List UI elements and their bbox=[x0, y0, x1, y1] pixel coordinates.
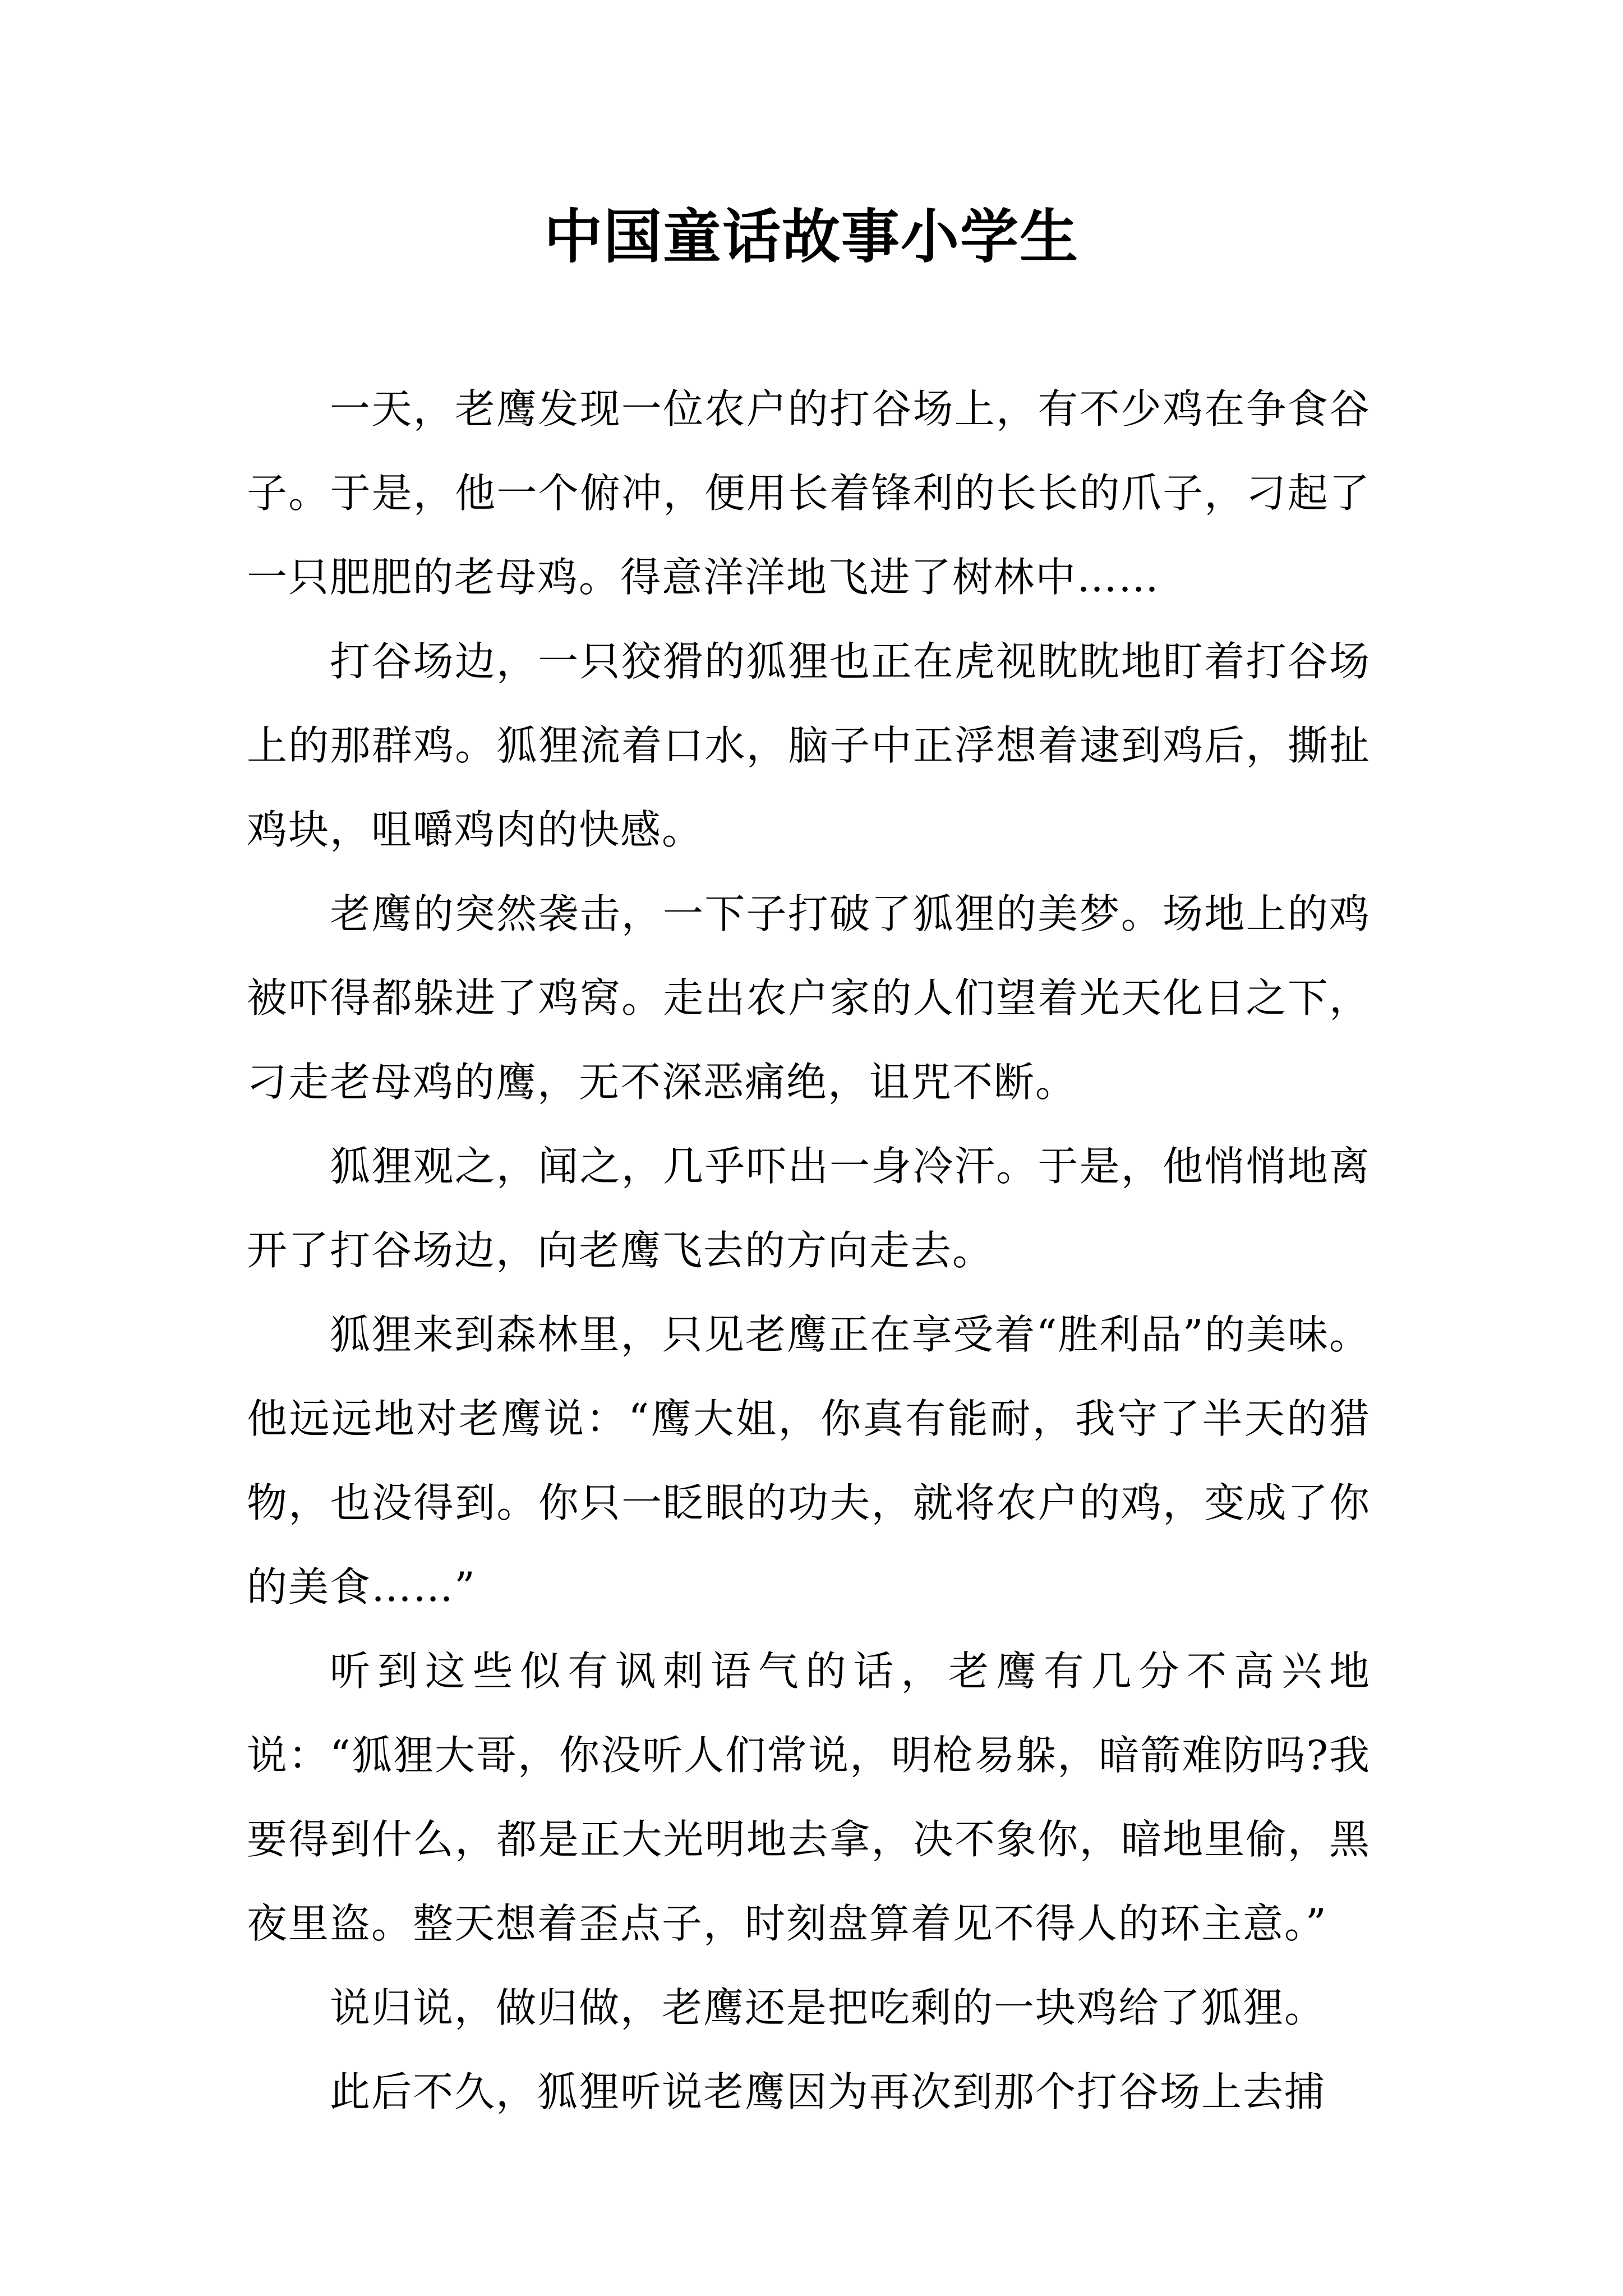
page-title: 中国童话故事小学生 bbox=[543, 202, 1079, 271]
paragraph-1: 一天，老鹰发现一位农户的打谷场上，有不少鸡在争食谷子。于是，他一个俯冲，便用长着锋利的长长的爪子，刁起了一只肥肥的老母鸡。得意洋洋地飞进了树林中…… bbox=[247, 385, 1371, 601]
paragraph-7: 说归说，做归做，老鹰还是把吃剩的一块鸡给了狐狸。 bbox=[330, 1984, 1326, 2031]
paragraph-8: 此后不久，狐狸听说老鹰因为再次到那个打谷场上去捕 bbox=[330, 2068, 1326, 2115]
paragraph-3: 老鹰的突然袭击，一下子打破了狐狸的美梦。场地上的鸡被吓得都躲进了鸡窝。走出农户家的人们望着光天化日之下，刁走老母鸡的鹰，无不深恶痛绝，诅咒不断。 bbox=[247, 890, 1371, 1106]
paragraph-4: 狐狸观之，闻之，几乎吓出一身冷汗。于是，他悄悄地离开了打谷场边，向老鹰飞去的方向走去。 bbox=[247, 1143, 1371, 1274]
document-body bbox=[247, 367, 1371, 2134]
paragraph-5: 狐狸来到森林里，只见老鹰正在享受着“胜利品”的美味。他远远地对老鹰说：“鹰大姐，你真有能耐，我守了半天的猎物，也没得到。你只一眨眼的功夫，就将农户的鸡，变成了你的美食……” bbox=[247, 1311, 1371, 1611]
paragraph-2: 打谷场边，一只狡猾的狐狸也正在虎视眈眈地盯着打谷场上的那群鸡。狐狸流着口水，脑子中正浮想着逮到鸡后，撕扯鸡块，咀嚼鸡肉的快感。 bbox=[247, 638, 1371, 853]
paragraph-6: 听到这些似有讽刺语气的话，老鹰有几分不高兴地说：“狐狸大哥，你没听人们常说，明枪易躲，暗箭难防吗?我要得到什么，都是正大光明地去拿，决不象你，暗地里偷，黑夜里盗。整天想着歪点子，时刻盘算着见不得人的环主意。” bbox=[247, 1648, 1371, 1947]
